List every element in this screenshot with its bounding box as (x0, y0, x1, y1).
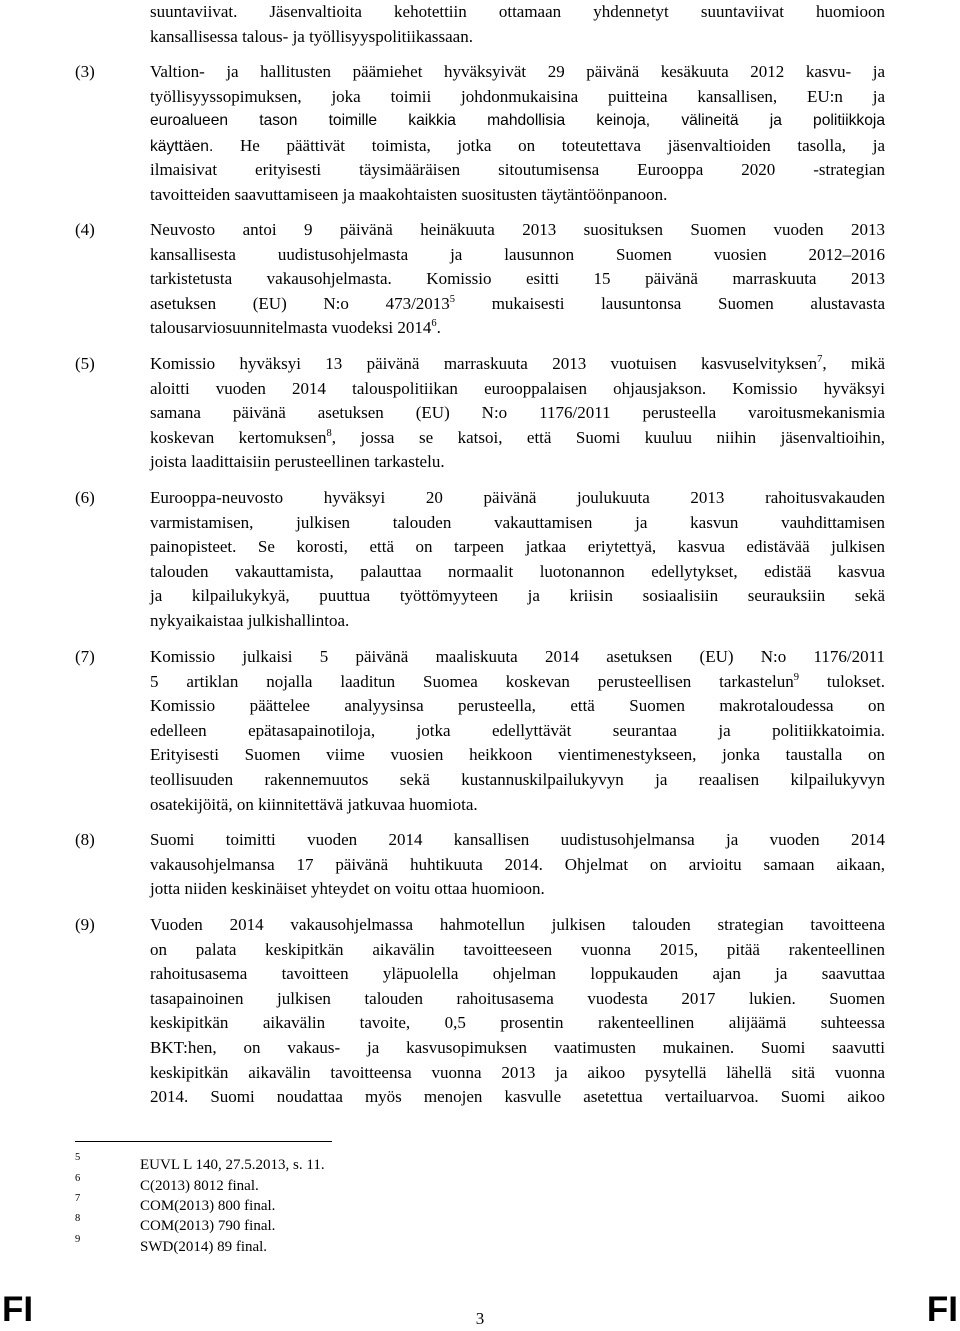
text-line (150, 426, 885, 451)
paragraph-number: (3) (75, 62, 95, 81)
text-line: Erityisesti Suomen viime vuosien heikkoon vientimenestykseen, jonka taustalla on (150, 745, 885, 765)
footnote (75, 1213, 575, 1233)
text-line: aloitti vuoden 2014 talouspolitiikan eurooppalaisen ohjausjakson. Komissio hyväksyi (150, 378, 885, 398)
text-line (150, 134, 885, 159)
text-line: painopisteet. Se korosti, että on tarpeen jatkaa eriytettyä, kasvua edistävää julkisen (150, 537, 885, 557)
text-line: Eurooppa-neuvosto hyväksyi 20 päivänä joulukuuta 2013 rahoitusvakauden (150, 488, 885, 507)
text-line: talouden vakauttamista, palauttaa normaalit luotonannon edellytykset, edistää kasvua (150, 561, 885, 581)
text-line: jotta niiden keskinäiset yhteydet on voitu ottaa huomioon. (150, 879, 545, 899)
text-segment: tulokset. (799, 671, 885, 691)
text-line (150, 292, 885, 317)
paragraph-8 (75, 828, 885, 903)
text-line: työllisyyssopimuksen, joka toimii johdonmukaisina puitteina kansallisen, EU:n ja (150, 86, 885, 106)
text-line: osatekijöitä, on kiinnitettävä jatkuvaa huomiota. (150, 794, 478, 814)
text-line: suuntaviivat. Jäsenvaltioita kehotettiin ottamaan yhdennetyt suuntaviivat huomioon (150, 2, 885, 21)
footnote-ref[interactable]: 8 (326, 427, 332, 439)
footnote (75, 1173, 575, 1193)
text-line: ilmaisivat erityisesti täysimääräisen sitoutumisensa Eurooppa 2020 -strategian (150, 160, 885, 180)
text-line: Komissio julkaisi 5 päivänä maaliskuuta 2014 asetuksen (EU) N:o 1176/2011 (150, 647, 885, 666)
language-code-left: FI (2, 1290, 34, 1329)
footnote-text: EUVL L 140, 27.5.2013, s. 11. (140, 1157, 325, 1173)
text-line: BKT:hen, on vakaus- ja kasvusopimuksen vaatimusten mukainen. Suomi saavutti (150, 1038, 885, 1057)
text-segment: . (436, 318, 441, 338)
text-segment: , mikä (822, 354, 885, 373)
text-segment: , jossa se katsoi, että Suomi kuuluu niihin jäsenvaltioihin, (331, 427, 885, 447)
paragraph-6 (75, 486, 885, 634)
footnote-text: C(2013) 8012 final. (140, 1178, 259, 1194)
footnote-text: COM(2013) 790 final. (140, 1218, 276, 1234)
text-segment: koskevan kertomuksen (150, 427, 327, 447)
paragraph-5 (75, 352, 885, 476)
text-line: varmistamisen, julkisen talouden vakauttamisen ja kasvun vauhdittamisen (150, 512, 885, 532)
text-line: nykyaikaistaa julkishallintoa. (150, 611, 350, 630)
text-line: rahoitusasema tavoitteen yläpuolella ohjelman loppukauden ajan ja saavuttaa (150, 964, 885, 984)
footnote-ref[interactable]: 6 (431, 318, 437, 330)
text-line: Vuoden 2014 vakausohjelmassa hahmotellun julkisen talouden strategian tavoitteena (150, 915, 885, 934)
paragraph-number: (5) (75, 354, 95, 373)
text-line: teollisuuden rakennemuutos sekä kustannuskilpailukyvyn ja reaalisen kilpailukyvyn (150, 770, 885, 789)
text-line: Komissio päättelee analyysinsa perusteella, että Suomen makrotaloudessa on (150, 696, 885, 716)
paragraph-number: (4) (75, 220, 95, 239)
text-line: 2014. Suomi noudattaa myös menojen kasvulle asetettua vertailuarvoa. Suomi aikoo (150, 1087, 885, 1107)
paragraph-4 (75, 218, 885, 342)
text-line: joista laadittaisiin perusteellinen tarkastelu. (150, 452, 445, 472)
text-line: kansallisesta uudistusohjelmasta ja lausunnon Suomen vuosien 2012–2016 (150, 244, 885, 264)
text-segment: Komissio hyväksyi 13 päivänä marraskuuta 2013 vuotuisen kasvuselvityksen (150, 354, 818, 373)
text-line: on palata keskipitkän aikavälin tavoitteeseen vuonna 2015, pitää rakenteellinen (150, 939, 885, 959)
page-number: 3 (475, 1309, 485, 1328)
paragraph-7 (75, 645, 885, 818)
text-line: edelleen epätasapainotiloja, jotka edellyttävät seurantaa ja politiikkatoimia. (150, 720, 885, 740)
text-segment: mukaisesti lausuntonsa Suomen alustavasta (455, 293, 885, 313)
text-line: vakausohjelmansa 17 päivänä huhtikuuta 2014. Ohjelmat on arvioitu samaan aikaan, (150, 854, 885, 874)
paragraph-3 (75, 60, 885, 208)
footnote-separator (75, 1141, 332, 1142)
footnote-number: 7 (75, 1193, 81, 1204)
footnote (75, 1193, 575, 1213)
footnote-text: COM(2013) 800 final. (140, 1198, 276, 1214)
text-line: tavoitteiden saavuttamiseen ja maakohtaisten suositusten täytäntöönpanoon. (150, 185, 668, 204)
footnote-number: 8 (75, 1213, 81, 1224)
text-line: euroalueen tason toimille kaikkia mahdollisia keinoja, välineitä ja politiikkoja (150, 112, 885, 130)
language-code-right: FI (926, 1290, 958, 1329)
footnote-ref[interactable]: 9 (793, 671, 800, 683)
text-line: Suomi toimitti vuoden 2014 kansallisen uudistusohjelmansa ja vuoden 2014 (150, 830, 885, 849)
footnote-number: 5 (75, 1152, 81, 1163)
footnote-ref[interactable]: 7 (817, 354, 823, 365)
paragraph-number: (8) (75, 830, 95, 849)
intro-paragraph (75, 0, 885, 50)
text-segment: 5 artiklan nojalla laaditun Suomea koskevan perusteellisen tarkastelun (150, 671, 794, 691)
text-line: tarkistetusta vakausohjelmasta. Komissio esitti 15 päivänä marraskuuta 2013 (150, 269, 885, 289)
footnote (75, 1234, 575, 1254)
text-line: keskipitkän aikavälin tavoitteensa vuonna 2013 ja aikoo pysytellä lähellä sitä vuonna (150, 1062, 885, 1082)
footnote-number: 6 (75, 1173, 81, 1184)
paragraph-9 (75, 913, 885, 1111)
paragraph-number: (9) (75, 915, 95, 934)
text-line (150, 352, 885, 377)
footnote-number: 9 (75, 1234, 81, 1245)
text-line: kansallisessa talous- ja työllisyyspolitiikassaan. (150, 26, 473, 46)
footnote (75, 1152, 575, 1172)
text-line: keskipitkän aikavälin tavoite, 0,5 prosentin rakenteellinen alijäämä suhteessa (150, 1013, 885, 1033)
paragraph-number: (6) (75, 488, 95, 507)
footnote-text: SWD(2014) 89 final. (140, 1239, 268, 1255)
text-segment: käyttäen. (150, 137, 214, 155)
text-line (150, 316, 885, 341)
text-line: tasapainoinen julkisen talouden rahoitusasema vuodesta 2017 lukien. Suomen (150, 988, 885, 1008)
text-segment: He päättivät toimista, jotka on toteutettava jäsenvaltioiden tasolla, ja (213, 135, 885, 155)
text-segment: asetuksen (EU) N:o 473/2013 (150, 293, 450, 313)
text-segment: talousarviosuunnitelmasta vuodeksi 2014 (150, 318, 432, 338)
footnote-ref[interactable]: 5 (449, 293, 456, 305)
text-line: samana päivänä asetuksen (EU) N:o 1176/2011 perusteella varoitusmekanismia (150, 403, 885, 423)
text-line: ja kilpailukykyä, puuttua työttömyyteen ja kriisin sosiaalisiin seurauksiin sekä (150, 586, 885, 606)
text-line (150, 670, 885, 695)
text-line: Neuvosto antoi 9 päivänä heinäkuuta 2013 suosituksen Suomen vuoden 2013 (150, 220, 885, 239)
paragraph-number: (7) (75, 647, 95, 666)
text-line: Valtion- ja hallitusten päämiehet hyväksyivät 29 päivänä kesäkuuta 2012 kasvu- ja (150, 62, 885, 81)
